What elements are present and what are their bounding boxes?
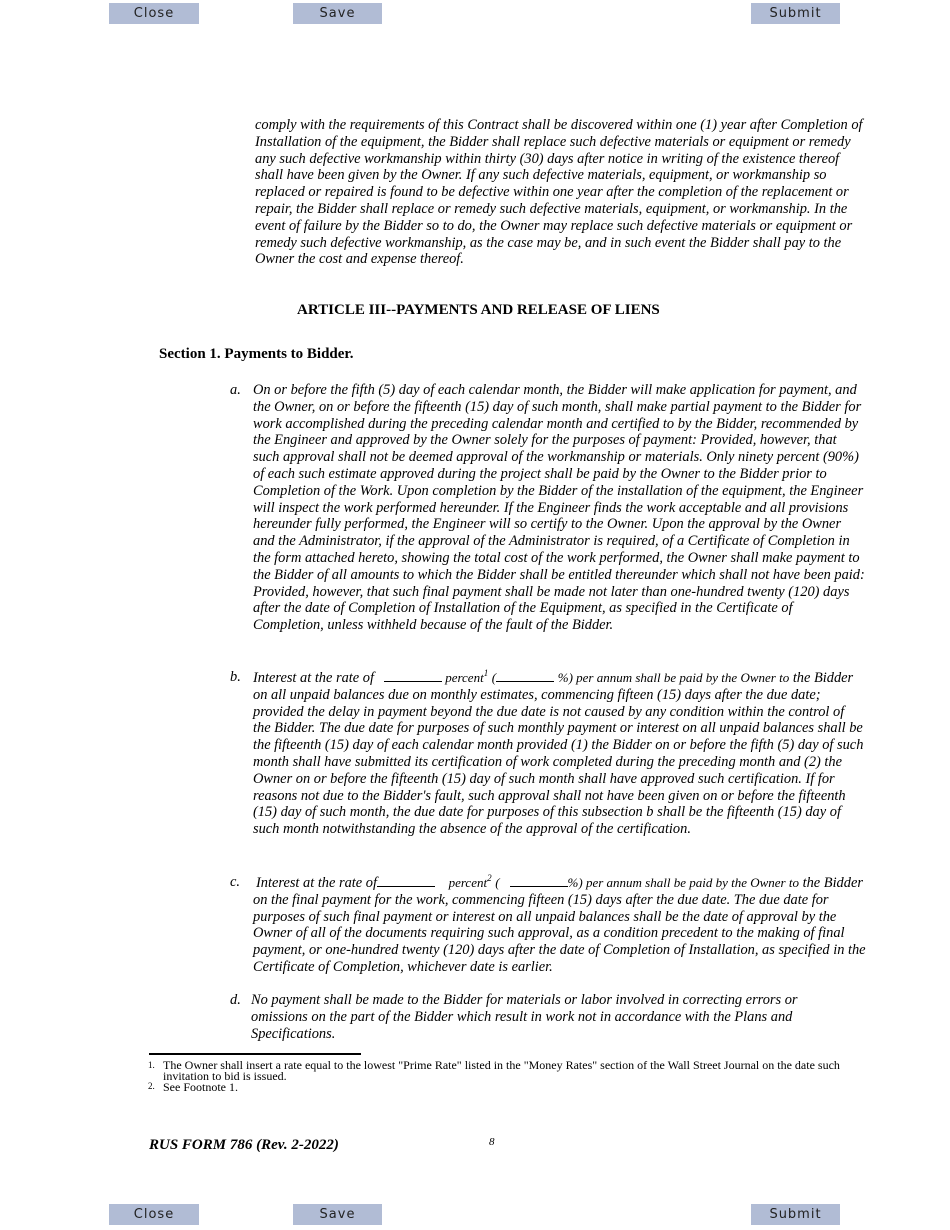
paragraph-c xyxy=(253,874,873,976)
paragraph-d: No payment shall be made to the Bidder for materials or labor involved in correcting errors or omissions on the part of the Bidder which result in work not in accordance with the Plans and Specifications. xyxy=(251,992,798,1042)
close-button-bottom[interactable]: Close xyxy=(109,1204,199,1225)
footnote-ref-2: 2 xyxy=(487,873,492,884)
interest-rate-b-percent-field[interactable] xyxy=(496,669,554,682)
page-number: 8 xyxy=(489,1136,495,1148)
footnote-1: The Owner shall insert a rate equal to the lowest "Prime Rate" listed in the "Money Rates" section of the Wall Street Journal on the date such invitation to bid is issued. xyxy=(163,1058,840,1083)
paragraph-c-tail: %) per annum shall be paid by the Owner to xyxy=(567,875,799,890)
close-button[interactable]: Close xyxy=(109,3,199,24)
footnote-divider xyxy=(149,1053,361,1055)
paragraph-b-lead: Interest at the rate of xyxy=(253,670,374,686)
save-button-bottom[interactable]: Save xyxy=(293,1204,382,1225)
paragraph-a-label: a. xyxy=(230,382,241,398)
save-button[interactable]: Save xyxy=(293,3,382,24)
footnote-2: See Footnote 1. xyxy=(163,1080,238,1094)
paragraph-c-paren: ( xyxy=(495,875,500,890)
paragraph-c-lead: Interest at the rate of xyxy=(256,875,377,891)
paragraph-b-tail: %) per annum shall be paid by the Owner to xyxy=(557,670,790,685)
submit-button-bottom[interactable]: Submit xyxy=(751,1204,840,1225)
paragraph-b-percent: percent xyxy=(445,670,484,685)
interest-rate-b-field[interactable] xyxy=(384,669,442,682)
paragraph-b-body: the Bidder on all unpaid balances due on monthly estimates, commencing fifteen (15) days after the due date; provided the delay in payment beyond the due date is not caused by any condition within the control of the Bidder. The due date for purposes of such monthly payment or interest on all unpaid balances shall be the fifteenth (15) day of each calendar month provided (1) the Bidder on or before the fifth (5) day of such month shall have submitted its certification of work completed during the preceding month and (2) the Owner on or before the fifteenth (15) day of such month shall have approved such certification. If for reasons not due to the Bidder's fault, such approval shall not have been given on or before the fifteenth (15) day of such month, the due date for purposes of this subsection b shall be the fifteenth (15) day of such month notwithstanding the absence of the approval of the certification. xyxy=(253,670,864,838)
paragraph-d-label: d. xyxy=(230,992,241,1008)
footnote-2-number: 2. xyxy=(148,1081,155,1091)
paragraph-c-body: the Bidder on the final payment for the work, commencing fifteen (15) days after the due date. The due date for purposes of such final payment or interest on all unpaid balances shall be the date of approval by the Owner of all of the documents requiring such approval, as a condition precedent to the making of final payment, or one-hundred twenty (120) days after the date of Completion of Installation, as specified in the Certificate of Completion, whichever date is earlier. xyxy=(253,875,866,975)
interest-rate-c-field[interactable] xyxy=(377,874,435,887)
intro-paragraph: comply with the requirements of this Contract shall be discovered within one (1) year after Completion of Installation of the equipment, the Bidder shall replace such defective materials or equipment or remedy any such defective workmanship within thirty (30) days after notice in writing of the existence thereof shall have been given by the Owner. If any such defective materials, equipment, or workmanship so replaced or repaired is found to be defective within one year after the completion of the replacement or repair, the Bidder shall replace or remedy such defective materials, equipment, or workmanship. In the event of failure by the Bidder so to do, the Owner may replace such defective materials or equipment or remedy such defective workmanship, as the case may be, and in such event the Bidder shall pay to the Owner the cost and expense thereof. xyxy=(255,117,863,268)
paragraph-b xyxy=(253,669,865,838)
submit-button[interactable]: Submit xyxy=(751,3,840,24)
paragraph-b-paren: ( xyxy=(491,670,497,685)
paragraph-c-percent: percent xyxy=(448,875,488,890)
paragraph-a: On or before the fifth (5) day of each calendar month, the Bidder will make application for payment, and the Owner, on or before the fifteenth (15) day of such month, shall make partial payment to the Bidder for work accomplished during the preceding calendar month and certified to by the Bidder, recommended by the Engineer and approved by the Owner solely for the purposes of payment: Provided, however, that such approval shall not be deemed approval of the workmanship or materials. Only ninety percent (90%) of each such estimate approved during the project shall be paid by the Owner to the Bidder prior to Completion of the Work. Upon completion by the Bidder of the installation of the equipment, the Engineer will inspect the work performed hereunder. If the Engineer finds the work acceptable and all provisions hereunder fully performed, the Engineer will so certify to the Owner. Upon the approval by the Owner and the Administrator, if the approval of the Administrator is required, of a Certificate of Completion in the form attached hereto, showing the total cost of the work performed, the Owner shall make payment to the Bidder of all amounts to which the Bidder shall be entitled thereunder which shall not have been paid: Provided, however, that such final payment shall be made not later than one-hundred twenty (120) days after the date of Completion of Installation of the Equipment, as specified in the Certificate of Completion, unless withheld because of the fault of the Bidder. xyxy=(253,382,865,634)
interest-rate-c-percent-field[interactable] xyxy=(510,874,568,887)
footnote-1-number: 1. xyxy=(148,1060,155,1070)
form-identifier: RUS FORM 786 (Rev. 2-2022) xyxy=(149,1137,339,1153)
footnote-ref-1: 1 xyxy=(483,668,489,679)
paragraph-b-label: b. xyxy=(230,669,241,685)
article-heading: ARTICLE III--PAYMENTS AND RELEASE OF LIENS xyxy=(297,302,660,318)
paragraph-c-label: c. xyxy=(230,874,240,890)
section-heading: Section 1. Payments to Bidder. xyxy=(159,346,354,362)
